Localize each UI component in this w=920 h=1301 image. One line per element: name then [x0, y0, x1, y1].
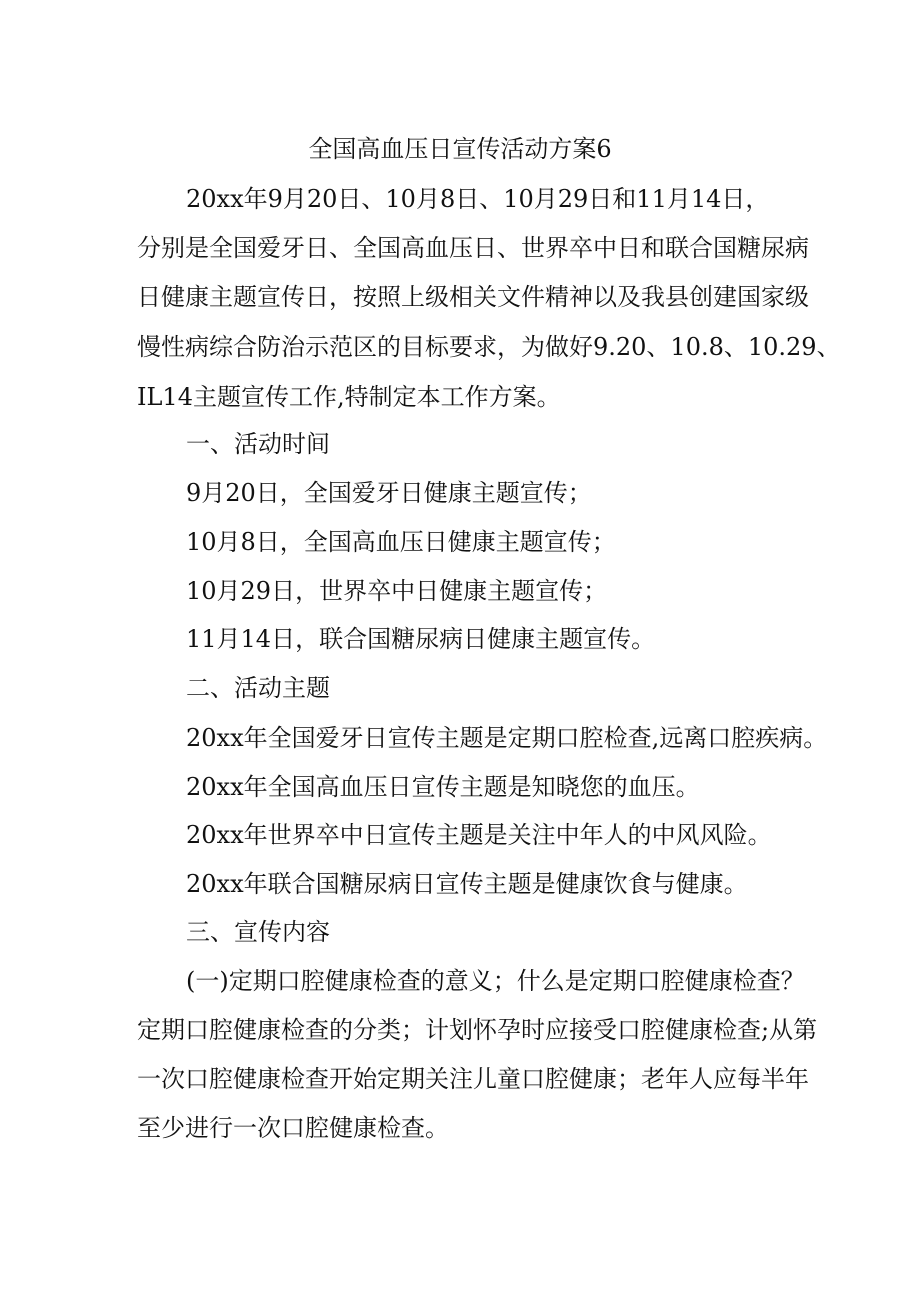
section-heading-activity-theme: 二、活动主题 — [186, 674, 330, 702]
intro-line: 20xx年9月20日、10月8日、10月29日和11月14日， — [186, 185, 770, 213]
list-item: 20xx年联合国糖尿病日宣传主题是健康饮食与健康。 — [186, 870, 748, 898]
intro-line: IL14主题宣传工作,特制定本工作方案。 — [137, 383, 561, 411]
intro-line: 分别是全国爱牙日、全国高血压日、世界卒中日和联合国糖尿病 — [137, 234, 809, 262]
list-item: 10月29日，世界卒中日健康主题宣传； — [186, 577, 608, 605]
list-item: 20xx年全国高血压日宣传主题是知晓您的血压。 — [186, 773, 700, 801]
section-heading-publicity-content: 三、宣传内容 — [186, 918, 330, 946]
list-item: 10月8日，全国高血压日健康主题宣传； — [186, 528, 616, 556]
intro-line: 日健康主题宣传日，按照上级相关文件精神以及我县创建国家级 — [137, 283, 809, 311]
list-item: 11月14日，联合国糖尿病日健康主题宣传。 — [186, 625, 656, 653]
paragraph-line: 至少进行一次口腔健康检查。 — [137, 1114, 449, 1142]
paragraph-line: (一)定期口腔健康检查的意义；什么是定期口腔健康检查？ — [186, 967, 805, 995]
list-item: 20xx年全国爱牙日宣传主题是定期口腔检查,远离口腔疾病。 — [186, 724, 828, 752]
intro-line: 慢性病综合防治示范区的目标要求，为做好9.20、10.8、10.29、 — [137, 333, 841, 361]
document-title: 全国高血压日宣传活动方案6 — [308, 135, 612, 163]
list-item: 20xx年世界卒中日宣传主题是关注中年人的中风风险。 — [186, 821, 772, 849]
paragraph-line: 定期口腔健康检查的分类；计划怀孕时应接受口腔健康检查;从第 — [137, 1016, 818, 1044]
section-heading-activity-time: 一、活动时间 — [186, 430, 330, 458]
list-item: 9月20日，全国爱牙日健康主题宣传； — [186, 479, 592, 507]
paragraph-line: 一次口腔健康检查开始定期关注儿童口腔健康；老年人应每半年 — [137, 1065, 809, 1093]
